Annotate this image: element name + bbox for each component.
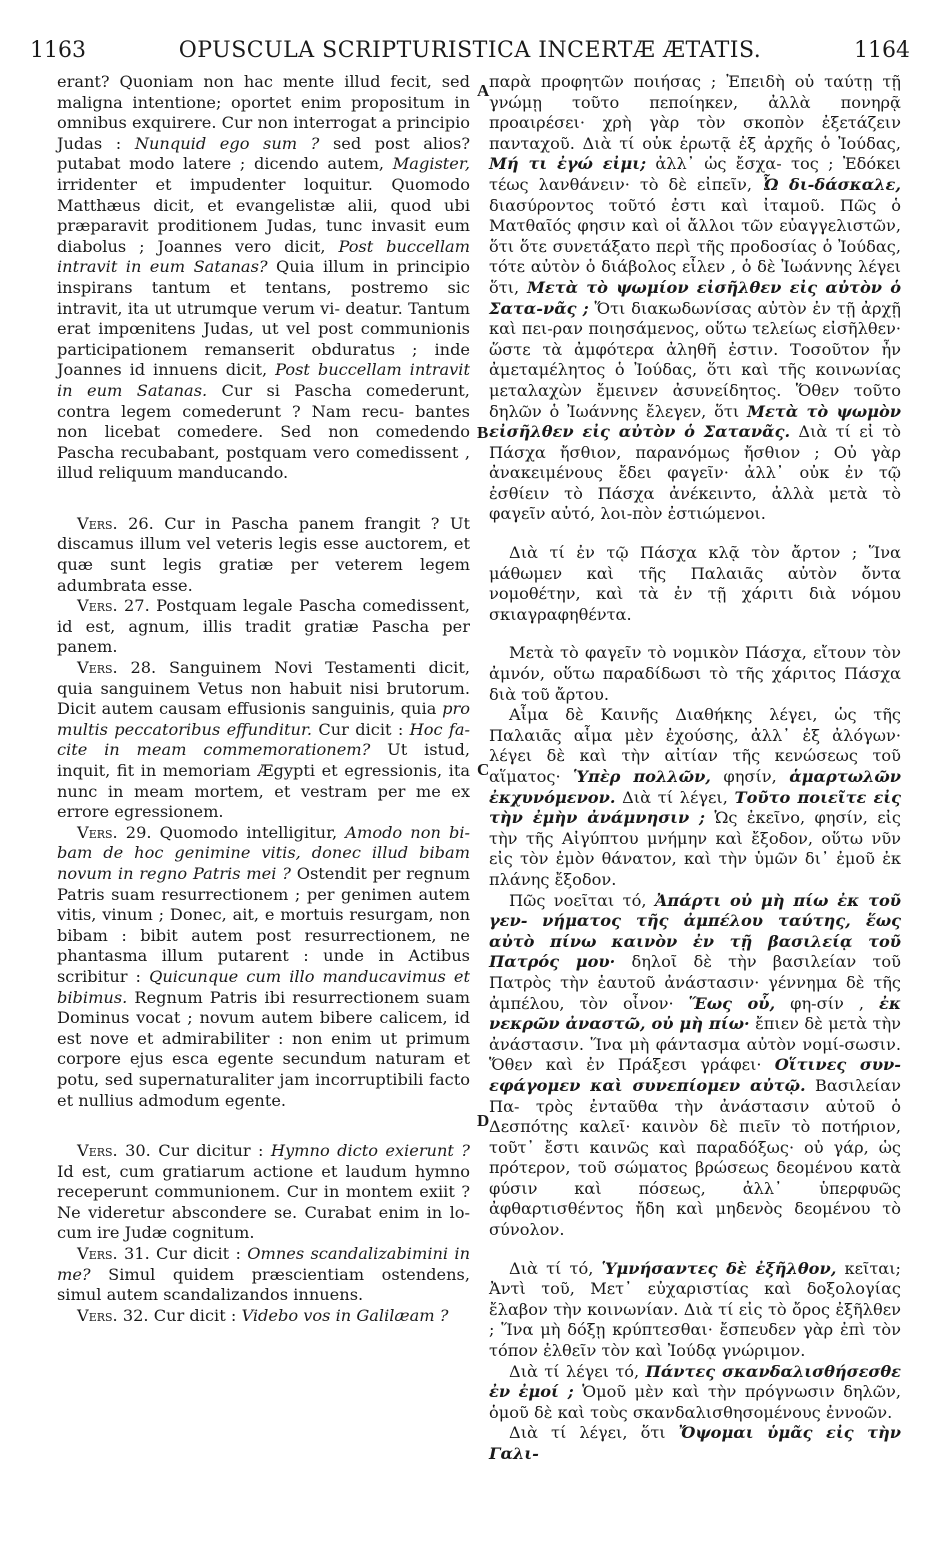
margin-marker-d: D	[477, 1111, 490, 1130]
page-number-right: 1164	[854, 38, 910, 63]
greek-verse-32: Διὰ τί λέγει, ὅτι Ὄψομαι ὑμᾶς εἰς τὴν Γαλι-	[489, 1423, 901, 1463]
greek-verse-28: Αἷμα δὲ Καινῆς Διαθήκης λέγει, ὡς τῆς Παλαιᾶς αἷμα μὲν ἐχούσης, ἀλλ᾽ ἐξ ἀλόγων· λέγει δὲ καὶ τὴν αἰτίαν τῆς κενώσεως τοῦ αἵματος· Ὑπὲρ πολλῶν, φησίν, ἁμαρτωλῶν ἐκχυνόμενον. Διὰ τί λέγει, Τοῦτο ποιεῖτε εἰς τὴν ἐμὴν ἀνάμνησιν ; Ὡς ἐκεῖνο, φησίν, εἰς τὴν τῆς Αἰγύπτου μνήμην καὶ ἔξοδον, οὕτω νῦν εἰς τὸν ἐμὸν θάνατον, καὶ τὴν ὑμῶν δι᾽ ἐμοῦ ἐκ πλάνης ἔξοδον.	[489, 705, 902, 889]
latin-verse-27: Vers. 27. Postquam legale Pascha comedissent, id est, agnum, illis tradit gratiæ Pascha per panem.	[57, 596, 470, 657]
latin-paragraph: erant? Quoniam non hac mente illud fecit, sed maligna intentione; oportet enim propositum in omnibus exquirere. Cur non interrogat a principio Judas : Nunquid ego sum ? sed post alios? putabat modo latere ; dicendo autem, Magister, irridenter et impudenter loquitur. Quomodo Matthæus dicit, et evangelistæ alii, quod ubi præparavit proditionem Judas, tunc invasit eum diabolus ; Joannes vero dicit, Post buccellam intravit in eum Satanas? Quia illum in principio inspirans tantum et tentans, postremo sic intravit, ita ut utrumque verum vi- deatur. Tantum erat impœnitens Judas, ut vel post communionis participationem remanserit obduratus ; inde Joannes id innuens dicit, Post buccellam intravit in eum Satanas. Cur si Pascha comederunt, contra legem comederunt ? Nam recu- bantes non licebat comedere. Sed non comedendo Pascha recubabant, postquam vero comedissent , illud reliquum manducando.	[57, 72, 471, 483]
greek-paragraph: παρὰ προφητῶν ποιήσας ; Ἐπειδὴ οὐ ταύτῃ τῇ γνώμῃ τοῦτο πεποίηκεν, ἀλλὰ πονηρᾷ προαιρέσει· χρὴ γὰρ τὸν σκοπὸν ἐξετάζειν πανταχοῦ. Διὰ τί οὐκ ἐρωτᾷ ἐξ ἀρχῆς ὁ Ἰούδας, Μή τι ἐγώ εἰμι; ἀλλ᾽ ὡς ἔσχα- τος ; Ἐδόκει τέως λανθάνειν· τὸ δὲ εἰπεῖν, Ὦ δι-δάσκαλε, διασύροντος τοῦτό ἐστι καὶ ἰταμοῦ. Πῶς ὁ Ματθαῖός φησιν καὶ οἱ ἄλλοι τῶν εὐαγγελιστῶν, ὅτι ὅτε συνετάξατο περὶ τῆς προδοσίας ὁ Ἰούδας, τότε αὐτὸν ὁ διάβολος εἶλεν , ὁ δὲ Ἰωάννης λέγει ὅτι, Μετὰ τὸ ψωμίον εἰσῆλθεν εἰς αὐτὸν ὁ Σατα-νᾶς ; Ὅτι διακωδωνίσας αὐτὸν ἐν τῇ ἀρχῇ καὶ πει-ραν ποιησάμενος, οὕτω τελείως εἰσῆλθεν· ὥστε τὰ ἀμφότερα ἀληθῆ ἐστιν. Τοσοῦτον ἦν ἀμεταμέλητος ὁ Ἰούδας, ὅτι καὶ τῆς κοινωνίας μεταλαχὼν ἔμεινεν ἀσυνείδητος. Ὅθεν τοῦτο δηλῶν ὁ Ἰωάννης ἔλεγεν, ὅτι Μετὰ τὸ ψωμὸν εἰσῆλθεν εἰς αὐτὸν ὁ Σατανᾶς. Διὰ τί εἰ τὸ Πάσχα ἤσθιον, παρανόμως ἤσθιον ; Οὐ γὰρ ἀνακειμένους ἔδει φαγεῖν· ἀλλ᾽ οὐκ ἐν τῷ ἐσθίειν τὸ Πάσχα ἀνέκειντο, ἀλλὰ μετὰ τὸ φαγεῖν αὐτό, λοι-πὸν ἐστιώμενοι.	[489, 72, 902, 524]
greek-verse-27: Μετὰ τὸ φαγεῖν τὸ νομικὸν Πάσχα, εἴτουν τὸν ἀμνόν, οὕτω παραδίδωσι τὸ τῆς χάριτος Πάσχα διὰ τοῦ ἄρτου.	[489, 643, 901, 704]
greek-verse-26: Διὰ τί ἐν τῷ Πάσχα κλᾷ τὸν ἄρτον ; Ἵνα μάθωμεν καὶ τῆς Παλαιᾶς αὐτὸν ὄντα νομοθέτην, καὶ τὰ ἐν τῇ χάριτι διὰ νόμου σκιαγραφηθέντα.	[489, 543, 901, 624]
page-number-left: 1163	[30, 38, 86, 63]
page-header	[30, 38, 910, 68]
latin-verse-31: Vers. 31. Cur dicit : Omnes scandalizabimini in me? Simul quidem præscientiam ostendens, simul autem scandalizandos innuens.	[57, 1244, 471, 1305]
margin-marker-a: A	[477, 81, 490, 100]
greek-column	[489, 72, 901, 1465]
greek-verse-30: Διὰ τί τό, Ὑμνήσαντες δὲ ἐξῆλθον, κεῖται; Ἀντὶ τοῦ, Μετ᾽ εὐχαριστίας καὶ δοξολογίας ἔλαβον τὴν κοινωνίαν. Διὰ τί εἰς τὸ ὄρος ἐξῆλθεν ; Ἵνα μὴ δόξῃ κρύπτεσθαι· ἔσπευδεν γὰρ ἐπὶ τὸν τόπον ἐλθεῖν τὸν καὶ Ἰούδᾳ γνώριμον.	[489, 1258, 902, 1361]
latin-verse-29: Vers. 29. Quomodo intelligitur, Amodo non bi- bam de hoc genimine vitis, donec illud bibam novum in regno Patris mei ? Ostendit per regnum Patris suam resurrectionem ; per genimen autem vitis, vinum ; Donec, ait, e mortuis resurgam, non bibam : bibit autem post resurrectionem, ne phantasma illum putarent : unde in Actibus scribitur : Quicunque cum illo manducavimus et bibimus. Regnum Patris ibi resurrectionem suam Dominus vocat ; novum autem bibere calicem, id est nove et admirabiliter : non enim ut primum corpore ejus esca egente secundum naturam et potu, sed supernaturaliter jam incorruptibili facto et nullius admodum egente.	[57, 822, 470, 1110]
latin-verse-28: Vers. 28. Sanguinem Novi Testamenti dicit, quia sanguinem Vetus non habuit nisi brutorum. Dicit autem causam effusionis sanguinis, quia pro multis peccatoribus effunditur. Cur dicit : Hoc fa- cite in meam commemorationem? Ut istud, inquit, fit in memoriam Ægypti et egressionis, ita nunc in meam mortem, et vestram per me ex errore egressionem.	[57, 658, 470, 822]
greek-verse-29: Πῶς νοεῖται τό, Ἀπάρτι οὐ μὴ πίω ἐκ τοῦ γεν- νήματος τῆς ἀμπέλου ταύτης, ἕως αὐτὸ πίνω καινὸν ἐν τῇ βασιλείᾳ τοῦ Πατρός μου· δηλοῖ δὲ τὴν βασιλείαν τοῦ Πατρὸς τὴν ἑαυτοῦ ἀνάστασιν· γέννημα δὲ τῆς ἀμπέλου, τὸν οἶνον· Ἕως οὗ, φη-σίν , ἐκ νεκρῶν ἀναστῶ, οὐ μὴ πίω· ἔπιεν δὲ μετὰ τὴν ἀνάστασιν. Ἵνα μὴ φάντασμα αὐτὸν νομί-σωσιν. Ὅθεν καὶ ἐν Πράξεσι γράφει· Οἵτινες συν-εφάγομεν καὶ συνεπίομεν αὐτῷ. Βασιλείαν Πα- τρὸς ἐνταῦθα τὴν ἀνάστασιν αὐτοῦ ὁ Δεσπότης καλεῖ· καινὸν δὲ πιεῖν τὸ ποτήριον, τοῦτ᾽ ἔστι καινῶς καὶ παραδόξως· οὐ γάρ, ὡς πρότερον, τοῦ σώματος βρώσεως δεομένου κατὰ φύσιν καὶ πόσεως, ἀλλ᾽ ὑπερφυῶς ἀφθαρτισθέντος ἤδη καὶ μηδενὸς δεομένου τὸ σύνολον.	[489, 890, 902, 1240]
latin-verse-32: Vers. 32. Cur dicit : Videbo vos in Galilæam ?	[77, 1305, 449, 1325]
margin-marker-c: C	[477, 760, 490, 779]
margin-marker-b: B	[477, 423, 489, 442]
latin-column	[57, 72, 470, 1326]
running-title: OPUSCULA SCRIPTURISTICA INCERTÆ ÆTATIS.	[178, 38, 762, 63]
greek-verse-31: Διὰ τί λέγει τό, Πάντες σκανδαλισθήσεσθε ἐν ἐμοί ; Ὁμοῦ μὲν καὶ τὴν πρόγνωσιν δηλῶν, ὁμοῦ δὲ καὶ τοὺς σκανδαλισθησομένους ἐννοῶν.	[489, 1361, 901, 1422]
latin-verse-26: Vers. 26. Cur in Pascha panem frangit ? Ut discamus illum vel veteris legis esse auctorem, et quæ sunt legis gratiæ per veterem legem adumbrata esse.	[57, 513, 471, 595]
latin-verse-30: Vers. 30. Cur dicitur : Hymno dicto exierunt ? Id est, cum gratiarum actione et laudum hymno receperunt communionem. Cur in montem exiit ? Ne videretur abscondere se. Curabat enim in lo- cum ire Judæ cognitum.	[57, 1141, 470, 1243]
